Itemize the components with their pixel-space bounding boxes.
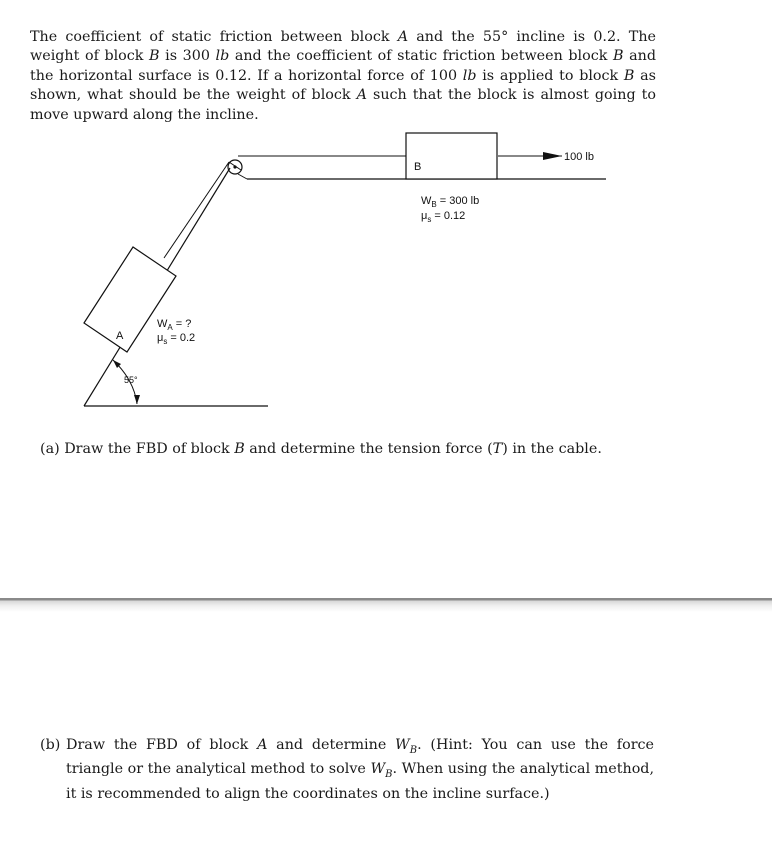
friction-a-label: $\mu_s = 0.2$ xyxy=(157,332,196,346)
problem-text: The coefficient of static friction between block xyxy=(30,29,398,45)
problem-text: is applied to block xyxy=(476,67,624,84)
weight-a-label: $W_A$ = ? xyxy=(157,318,192,332)
block-a-ref: A xyxy=(356,87,367,104)
force-arrowhead xyxy=(543,152,562,160)
tension-symbol: T xyxy=(492,441,503,457)
problem-text: as shown, what should be the weight of block xyxy=(30,67,657,104)
angle-arrowhead-bottom xyxy=(134,395,140,404)
cable-incline xyxy=(164,162,229,258)
friction-b-label: $\mu_s = 0.12$ xyxy=(421,210,466,224)
unit-lb: lb xyxy=(215,48,230,65)
block-b-ref: B xyxy=(623,67,635,84)
problem-text: and the coefficient of static friction between block xyxy=(229,48,613,65)
force-label: 100 lb xyxy=(564,151,594,163)
part-b-text: Draw the FBD of block A and determine $W_B$. (Hint: You can use the force triangle or the analytical method to solve $W_B$. When using the analytical method, it is recommended to align the coordinates on the incline surface.) xyxy=(66,737,654,802)
part-b-question xyxy=(40,736,654,804)
problem-text: such that the block is almost going to move upward along the incline. xyxy=(30,87,656,123)
problem-text: is 300 xyxy=(159,48,216,65)
block-b-ref: B xyxy=(612,48,624,65)
angle-label: 55° xyxy=(124,375,138,385)
section-divider xyxy=(0,598,772,612)
part-a-question: (a) Draw the FBD of block B and determine the tension force (T) in the cable. xyxy=(40,441,602,457)
block-a-label: A xyxy=(116,330,124,342)
block-b-label: B xyxy=(414,161,422,173)
part-b-label: (b) xyxy=(40,737,61,753)
problem-text: and the horizontal surface is 0.12. If a horizontal force of 100 xyxy=(30,48,656,84)
pulley-support xyxy=(238,174,247,179)
block-b-ref: B xyxy=(234,441,245,457)
block-a-ref: A xyxy=(397,29,409,45)
weight-b-label: $W_B = 300$ lb xyxy=(421,195,480,209)
problem-text: and the 55° incline is 0.2. The weight of block xyxy=(30,29,656,65)
unit-lb: lb xyxy=(462,67,477,84)
block-b-ref: B xyxy=(149,48,160,65)
